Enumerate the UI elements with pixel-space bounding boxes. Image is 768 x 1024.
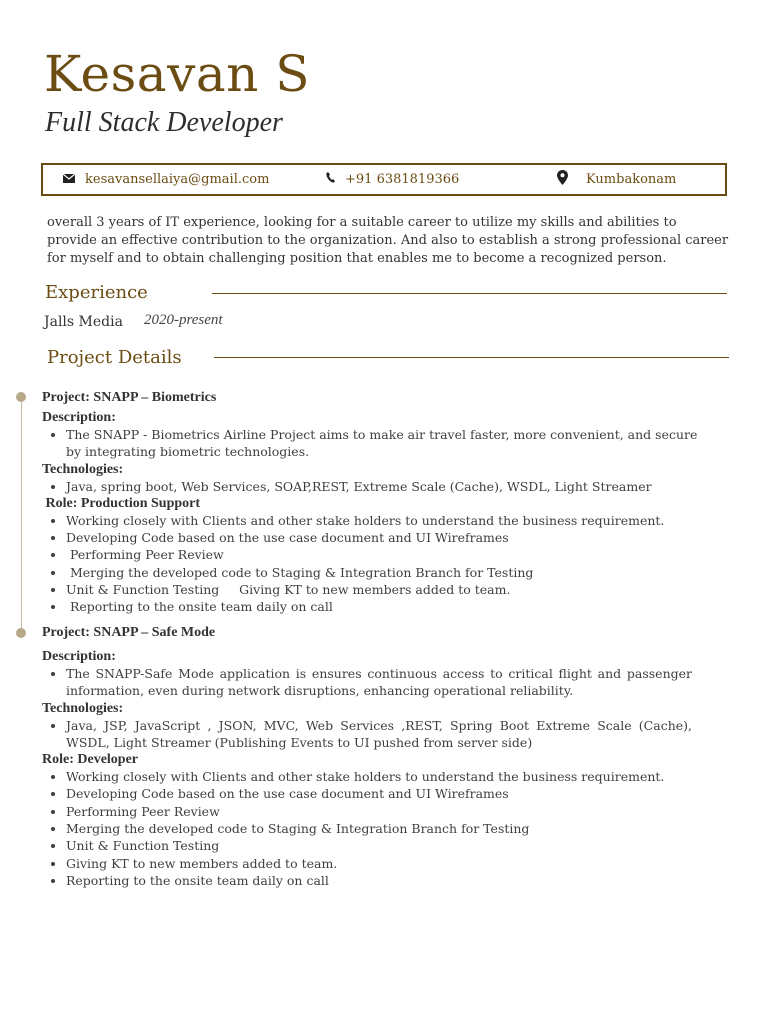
phone-icon xyxy=(326,172,335,187)
location-text: Kumbakonam xyxy=(586,172,677,187)
technologies-label: Technologies: xyxy=(42,700,124,716)
technologies-label: Technologies: xyxy=(42,461,124,477)
profile-summary: overall 3 years of IT experience, looking for a suitable career to utilize my skills and abilities to provide an effective contribution to the organization. And also to establish a strong professional career for myself and to obtain challenging position that enables me to become a recognized person. xyxy=(47,215,729,266)
project-title: Project: SNAPP – Biometrics xyxy=(42,390,217,405)
responsibilities-list xyxy=(42,512,702,616)
contact-bar xyxy=(41,163,727,196)
list-item: • Developing Code based on the use case document and UI Wireframes xyxy=(66,785,702,802)
description-list xyxy=(42,426,702,461)
employment-period: 2020-present xyxy=(144,312,223,328)
list-item: • Giving KT to new members added to team. xyxy=(66,855,702,872)
list-item: • Working closely with Clients and other stake holders to understand the business requirement. xyxy=(66,512,702,529)
contact-email xyxy=(63,165,269,194)
description-label: Description: xyxy=(42,410,116,425)
contact-location xyxy=(557,165,676,194)
contact-phone xyxy=(326,165,459,194)
list-item: • Working closely with Clients and other stake holders to understand the business requirement. xyxy=(66,768,702,785)
envelope-icon xyxy=(63,172,75,187)
list-item: • Reporting to the onsite team daily on call xyxy=(66,598,702,615)
map-pin-icon xyxy=(557,170,568,189)
list-item: • Performing Peer Review xyxy=(66,803,702,820)
email-text[interactable]: kesavansellaiya@gmail.com xyxy=(85,172,270,187)
project-entry xyxy=(42,624,702,889)
list-item: • Unit & Function Testing xyxy=(66,837,702,854)
list-item: • Developing Code based on the use case document and UI Wireframes xyxy=(66,529,702,546)
list-item: • The SNAPP - Biometrics Airline Project aims to make air travel faster, more convenient, and secure by integrating biometric technologies. xyxy=(66,426,702,461)
experience-divider xyxy=(212,293,727,294)
role-label: Role: Production Support xyxy=(42,495,201,511)
timeline-line xyxy=(21,397,22,633)
project-entry xyxy=(42,389,702,616)
list-item: • Reporting to the onsite team daily on call xyxy=(66,872,702,889)
company-name: Jalls Media xyxy=(44,314,123,330)
project-title: Project: SNAPP – Safe Mode xyxy=(42,625,216,640)
list-item: • Merging the developed code to Staging & Integration Branch for Testing xyxy=(66,564,702,581)
responsibilities-list xyxy=(42,768,702,889)
list-item: • The SNAPP-Safe Mode application is ensures continuous access to critical flight and passenger information, even during network disruptions, enhancing operational reliability. xyxy=(66,665,702,700)
experience-heading: Experience xyxy=(45,282,148,303)
project-details-heading: Project Details xyxy=(47,347,182,368)
phone-text[interactable]: +91 6381819366 xyxy=(345,172,460,187)
technologies-list xyxy=(42,478,702,495)
list-item: • Java, spring boot, Web Services, SOAP,REST, Extreme Scale (Cache), WSDL, Light Streamer xyxy=(66,478,702,495)
description-label: Description: xyxy=(42,649,116,664)
list-item: • Merging the developed code to Staging & Integration Branch for Testing xyxy=(66,820,702,837)
description-list xyxy=(42,665,702,700)
job-title: Full Stack Developer xyxy=(45,107,283,138)
candidate-name: Kesavan S xyxy=(44,45,310,103)
list-item: • Performing Peer Review xyxy=(66,546,702,563)
role-label: Role: Developer xyxy=(42,752,139,768)
timeline-dot xyxy=(16,392,26,402)
project-details-divider xyxy=(214,357,729,358)
technologies-list xyxy=(42,717,702,752)
timeline-dot xyxy=(16,628,26,638)
list-item: • Unit & Function Testing Giving KT to new members added to team. xyxy=(66,581,702,598)
list-item: • Java, JSP, JavaScript , JSON, MVC, Web Services ,REST, Spring Boot Extreme Scale (Cache), WSDL, Light Streamer (Publishing Events to UI pushed from server side) xyxy=(66,717,702,752)
